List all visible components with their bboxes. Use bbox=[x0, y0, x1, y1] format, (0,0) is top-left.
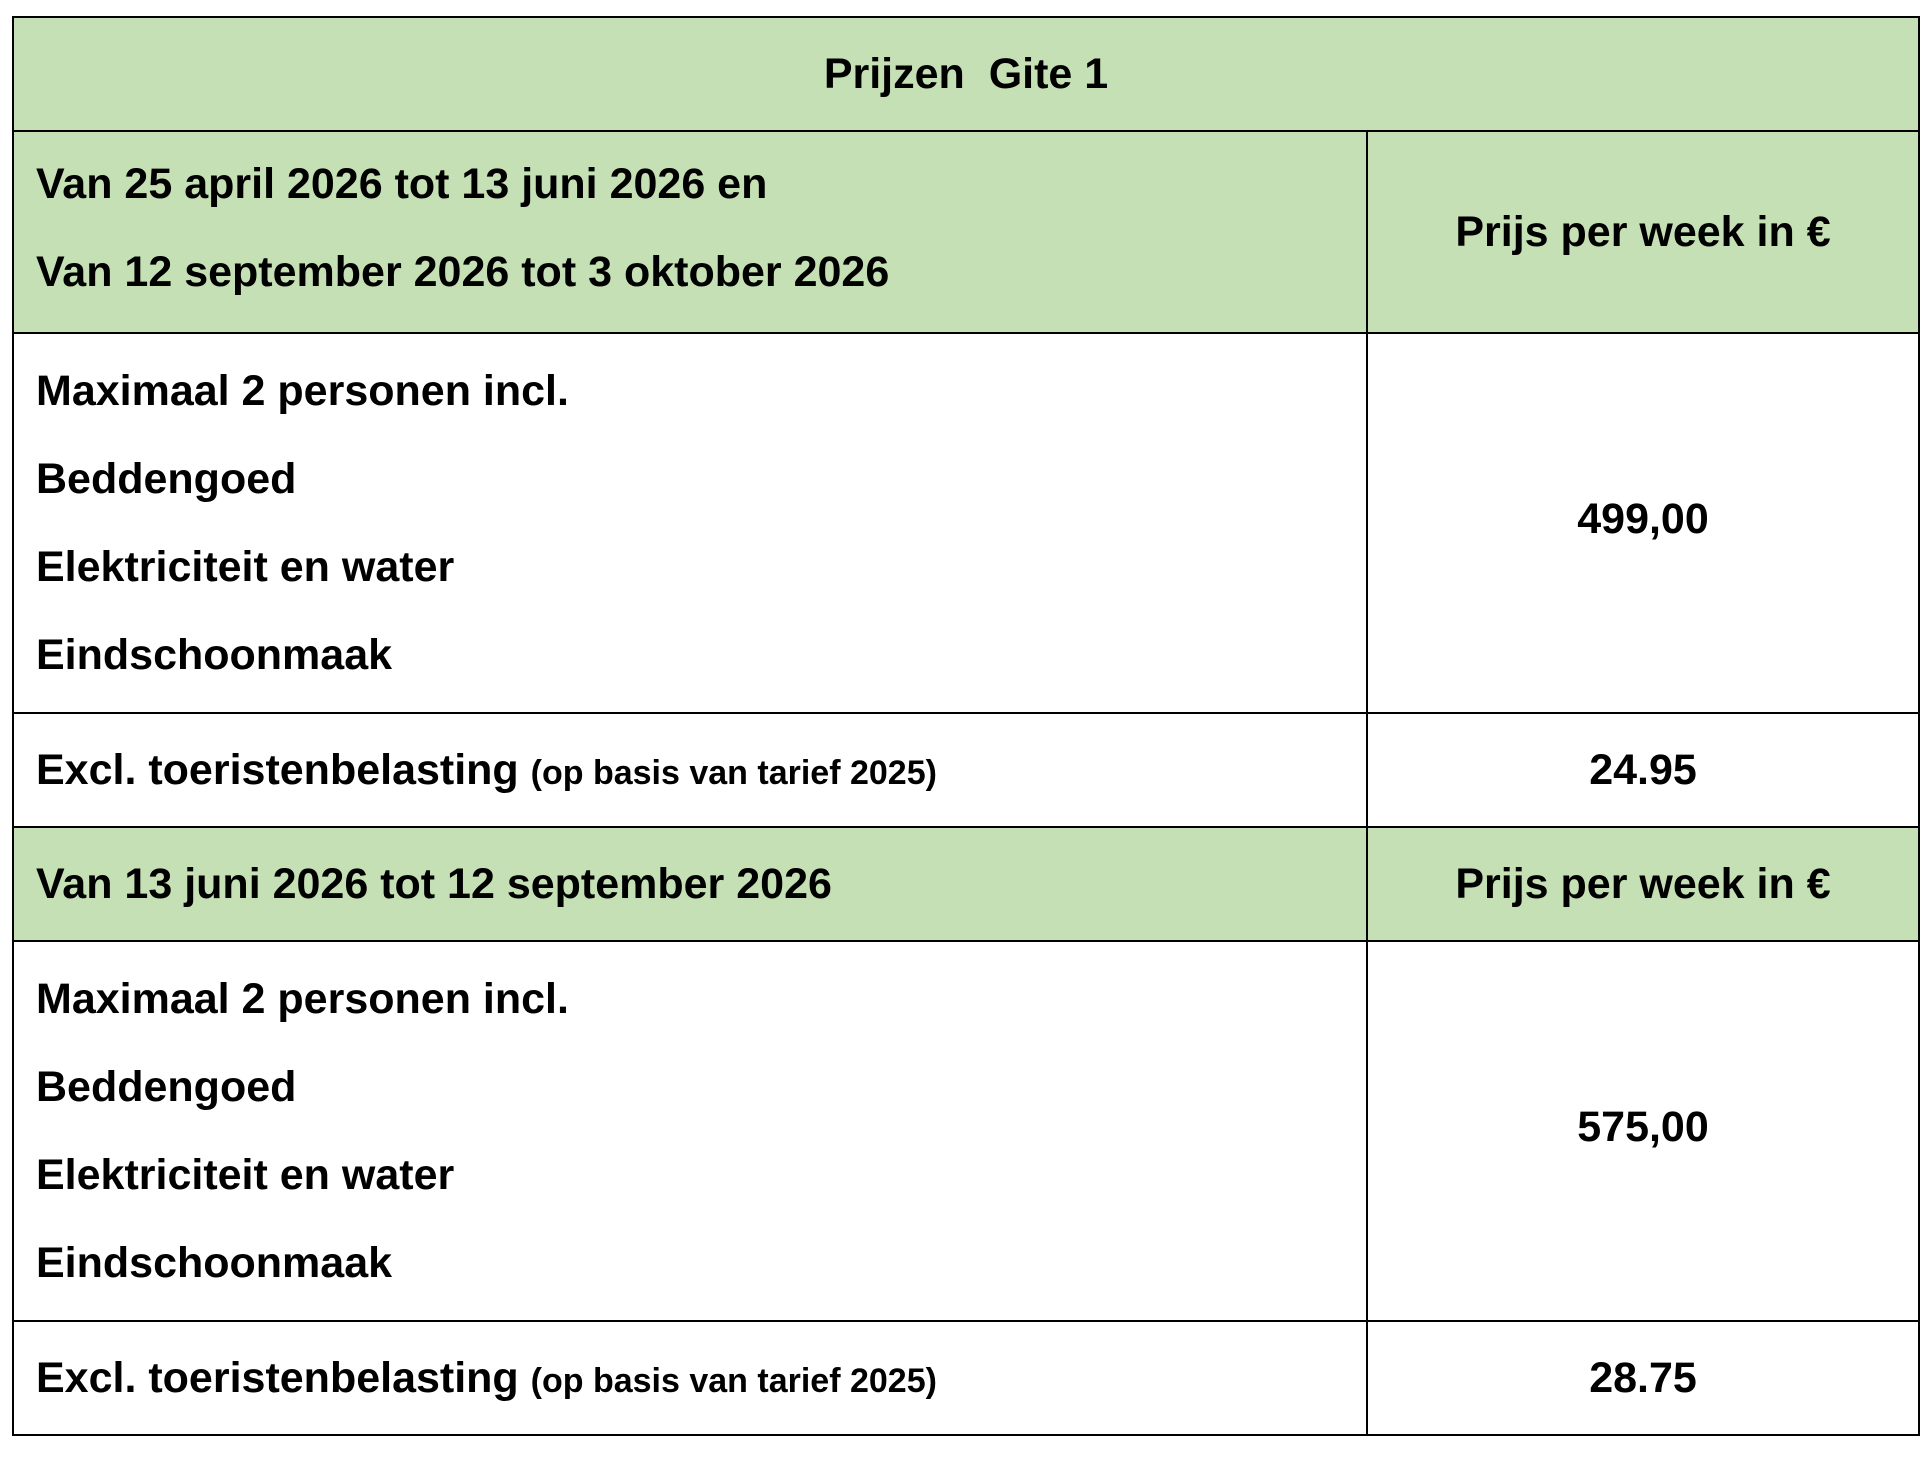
feature-item: Beddengoed bbox=[36, 1063, 297, 1111]
tax-note: (op basis van tarief 2025) bbox=[530, 753, 937, 792]
price-header: Prijs per week in € bbox=[1455, 859, 1831, 908]
feature-item: Maximaal 2 personen incl. bbox=[36, 367, 569, 415]
tax-value-cell bbox=[1367, 1321, 1919, 1435]
feature-item: Eindschoonmaak bbox=[36, 1239, 393, 1287]
weekly-price: 575,00 bbox=[1577, 1102, 1709, 1151]
period-line: Van 25 april 2026 tot 13 juni 2026 en bbox=[36, 160, 768, 208]
feature-item: Beddengoed bbox=[36, 455, 297, 503]
price-header-cell bbox=[1367, 131, 1919, 333]
period-cell bbox=[13, 131, 1367, 333]
tax-label-cell bbox=[13, 713, 1367, 827]
price-header: Prijs per week in € bbox=[1455, 207, 1831, 256]
price-cell bbox=[1367, 333, 1919, 713]
features-cell bbox=[13, 333, 1367, 713]
feature-item: Maximaal 2 personen incl. bbox=[36, 975, 569, 1023]
tax-value: 28.75 bbox=[1589, 1353, 1697, 1402]
price-table bbox=[12, 16, 1920, 1436]
period-header-row bbox=[13, 131, 1919, 333]
period-header-row bbox=[13, 827, 1919, 941]
tax-note: (op basis van tarief 2025) bbox=[530, 1361, 937, 1400]
table-title-cell bbox=[13, 17, 1919, 131]
feature-item: Elektriciteit en water bbox=[36, 543, 455, 591]
feature-item: Eindschoonmaak bbox=[36, 631, 393, 679]
feature-item: Elektriciteit en water bbox=[36, 1151, 455, 1199]
tax-value: 24.95 bbox=[1589, 745, 1697, 794]
period-line: Van 13 juni 2026 tot 12 september 2026 bbox=[36, 859, 832, 908]
features-row bbox=[13, 333, 1919, 713]
tax-row bbox=[13, 1321, 1919, 1435]
tax-label-cell bbox=[13, 1321, 1367, 1435]
table-title: Prijzen Gite 1 bbox=[823, 49, 1109, 98]
title-row bbox=[13, 17, 1919, 131]
tax-label: Excl. toeristenbelasting bbox=[36, 745, 519, 794]
period-cell bbox=[13, 827, 1367, 941]
tax-label: Excl. toeristenbelasting bbox=[36, 1353, 519, 1402]
price-cell bbox=[1367, 941, 1919, 1321]
period-line: Van 12 september 2026 tot 3 oktober 2026 bbox=[36, 248, 890, 296]
tax-value-cell bbox=[1367, 713, 1919, 827]
price-header-cell bbox=[1367, 827, 1919, 941]
features-row bbox=[13, 941, 1919, 1321]
weekly-price: 499,00 bbox=[1577, 494, 1709, 543]
features-cell bbox=[13, 941, 1367, 1321]
tax-row bbox=[13, 713, 1919, 827]
